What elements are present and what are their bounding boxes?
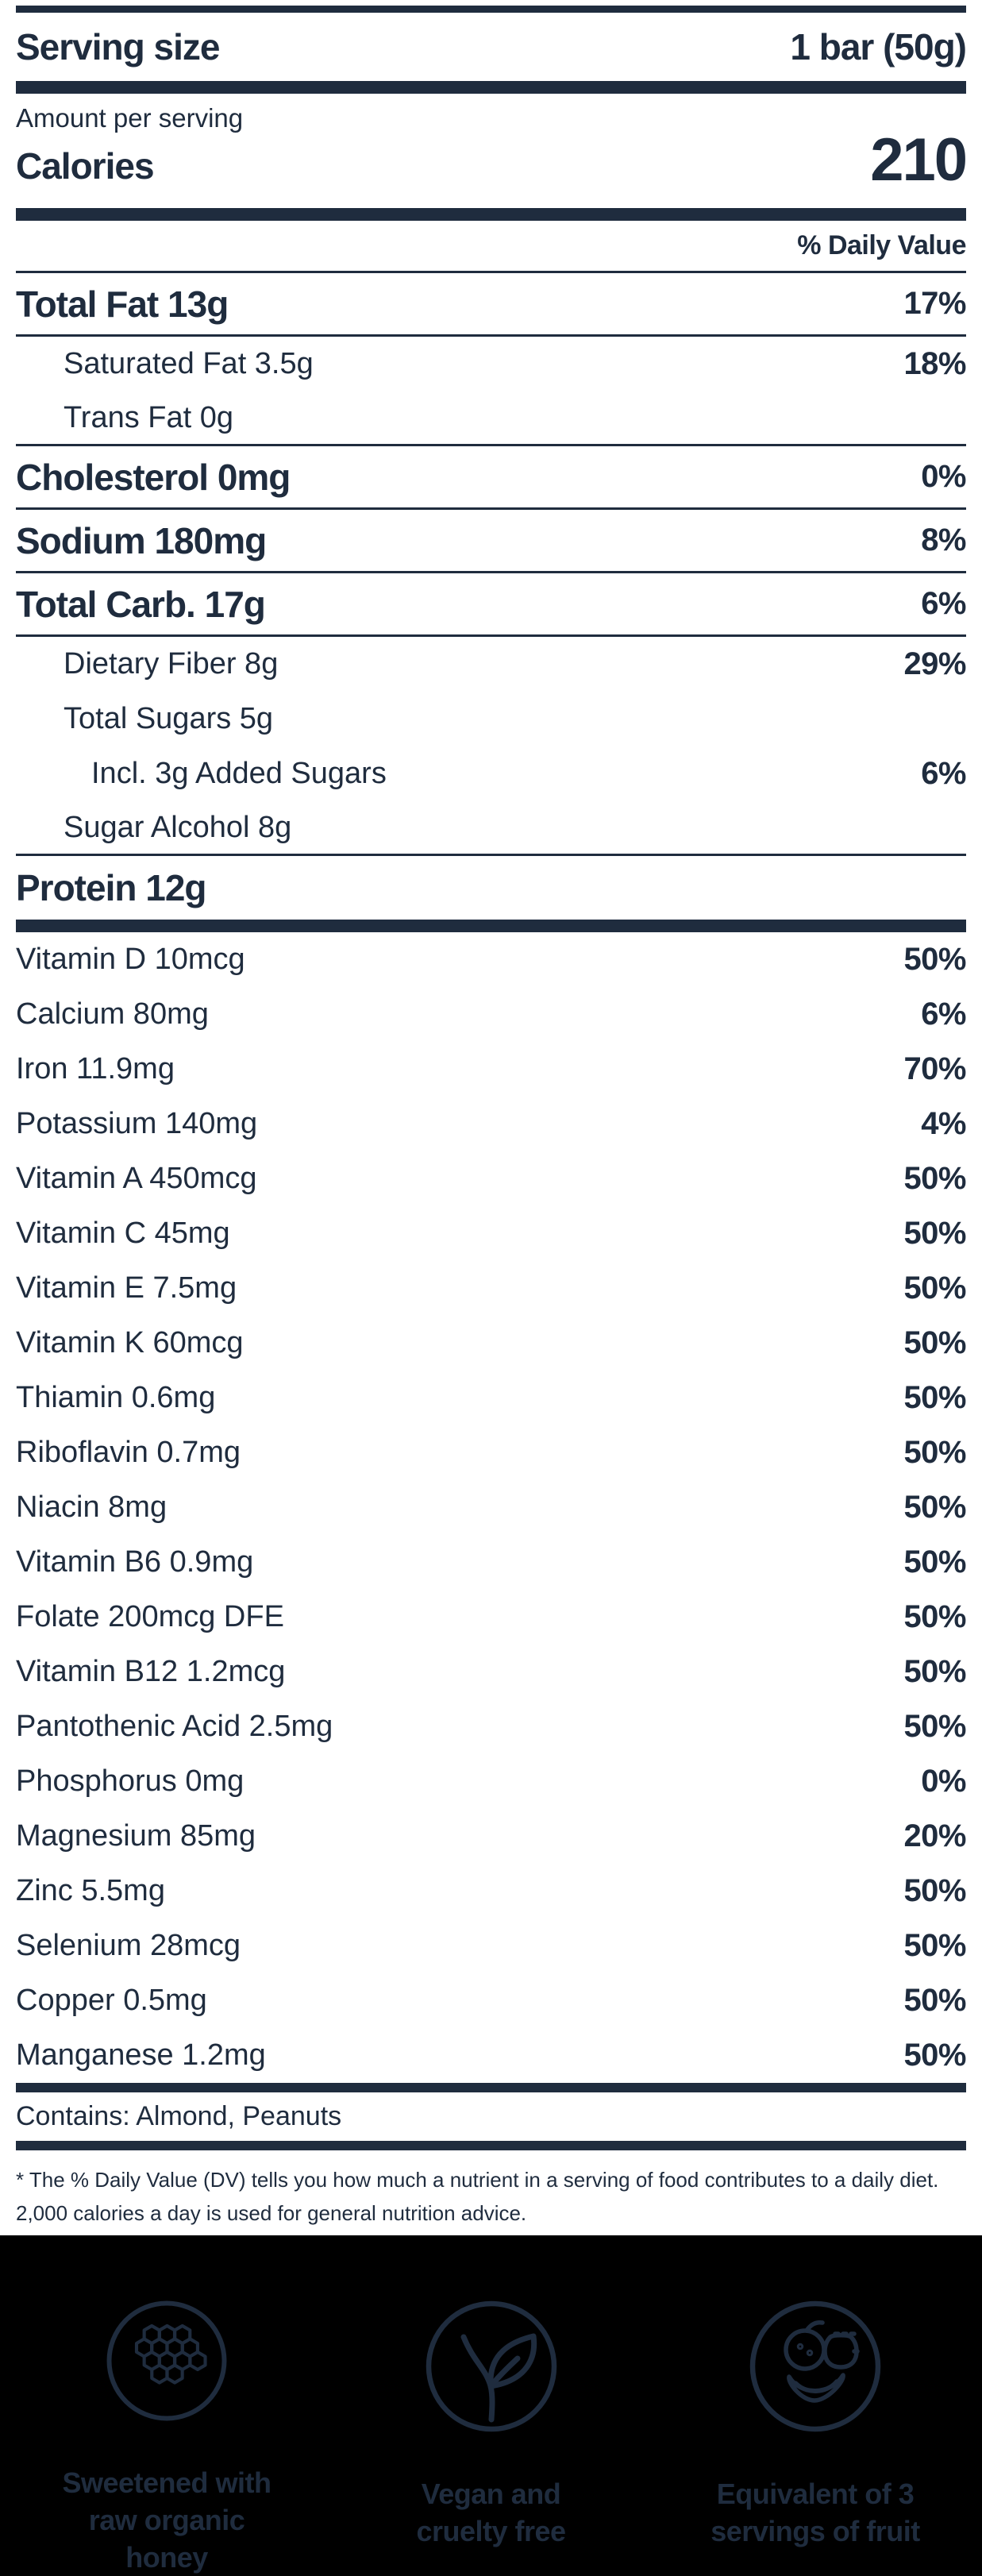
nutrient-row (16, 337, 966, 391)
nutrient-daily-value: 50% (903, 1709, 966, 1744)
allergen-statement: Contains: Almond, Peanuts (16, 2101, 342, 2131)
nutrient-daily-value: 17% (903, 286, 966, 321)
badge-caption-line2: cruelty free (416, 2515, 566, 2547)
nutrient-daily-value: 50% (903, 1216, 966, 1251)
nutrient-name: Vitamin E 7.5mg (16, 1271, 237, 1305)
nutrient-name: Cholesterol 0mg (16, 456, 291, 498)
nutrient-row (16, 932, 966, 987)
nutrient-daily-value: 50% (903, 1654, 966, 1689)
badge-caption-line1: Equivalent of 3 (716, 2478, 915, 2510)
nutrient-row (16, 987, 966, 1042)
nutrient-name: Sodium 180mg (16, 519, 267, 561)
badge-footer (0, 2235, 982, 2576)
badge-caption-line1: Vegan and (421, 2478, 561, 2510)
amount-per-serving-label: Amount per serving (16, 103, 244, 133)
nutrient-row (16, 1535, 966, 1590)
nutrient-row (16, 856, 966, 920)
leaf-icon (424, 2299, 559, 2434)
nutrient-daily-value: 18% (903, 346, 966, 381)
nutrient-row (16, 273, 966, 337)
nutrient-daily-value: 50% (903, 1873, 966, 1908)
nutrient-row (16, 1699, 966, 1754)
nutrient-daily-value: 6% (921, 586, 966, 621)
nutrient-row (16, 1042, 966, 1097)
nutrient-daily-value: 50% (903, 942, 966, 977)
nutrient-daily-value: 0% (921, 1764, 966, 1799)
nutrient-name: Zinc 5.5mg (16, 1874, 165, 1907)
nutrient-daily-value: 50% (903, 1599, 966, 1634)
serving-size-label: Serving size (16, 26, 220, 67)
section-divider (16, 2141, 966, 2150)
nutrient-name: Riboflavin 0.7mg (16, 1436, 241, 1469)
badge-fruit (696, 2299, 934, 2576)
nutrient-row (16, 1097, 966, 1151)
nutrient-daily-value: 50% (903, 1271, 966, 1305)
nutrient-name: Potassium 140mg (16, 1107, 258, 1140)
badge-caption-line1: Sweetened with (62, 2466, 271, 2499)
nutrient-name: Total Sugars 5g (64, 702, 274, 735)
nutrient-row (16, 1919, 966, 1973)
nutrient-name: Total Fat 13g (16, 283, 229, 325)
nutrient-row (16, 1206, 966, 1261)
nutrient-row (16, 1480, 966, 1535)
section-divider (16, 920, 966, 932)
fruit-icon (748, 2299, 883, 2434)
nutrient-row (16, 1316, 966, 1371)
nutrient-row (16, 692, 966, 746)
calories-left (16, 103, 243, 187)
nutrient-daily-value: 50% (903, 1544, 966, 1579)
serving-size-row (16, 13, 966, 81)
nutrient-name: Iron 11.9mg (16, 1052, 175, 1086)
nutrient-name: Vitamin B12 1.2mcg (16, 1655, 286, 1688)
nutrient-row (16, 1973, 966, 2028)
nutrient-name: Copper 0.5mg (16, 1984, 207, 2017)
nutrient-name: Pantothenic Acid 2.5mg (16, 1710, 333, 1743)
nutrient-rows (16, 273, 966, 2083)
nutrient-row (16, 1425, 966, 1480)
nutrient-name: Thiamin 0.6mg (16, 1381, 216, 1414)
calories-label: Calories (16, 145, 154, 187)
nutrient-name: Magnesium 85mg (16, 1819, 256, 1853)
calories-row (16, 94, 966, 208)
nutrient-daily-value: 50% (903, 1983, 966, 2018)
nutrient-name: Incl. 3g Added Sugars (91, 757, 387, 790)
nutrient-daily-value: 29% (903, 646, 966, 681)
badge-caption (416, 2475, 565, 2550)
badge-caption-line2: servings of fruit (711, 2515, 920, 2547)
nutrient-row (16, 1371, 966, 1425)
nutrient-daily-value: 50% (903, 1161, 966, 1196)
nutrient-row (16, 1864, 966, 1919)
nutrient-daily-value: 20% (903, 1818, 966, 1853)
nutrient-name: Vitamin A 450mcg (16, 1162, 257, 1195)
nutrient-name: Vitamin D 10mcg (16, 943, 245, 976)
honeycomb-icon (99, 2299, 234, 2423)
nutrient-daily-value: 4% (921, 1106, 966, 1141)
nutrient-row (16, 1590, 966, 1645)
nutrient-daily-value: 50% (903, 1380, 966, 1415)
calories-value: 210 (870, 125, 966, 194)
nutrient-daily-value: 6% (921, 997, 966, 1032)
nutrient-daily-value: 8% (921, 523, 966, 557)
nutrient-name: Saturated Fat 3.5g (64, 347, 314, 380)
nutrient-daily-value: 50% (903, 1928, 966, 1963)
nutrient-daily-value: 50% (903, 2038, 966, 2073)
daily-value-header (16, 221, 966, 273)
daily-value-header-label: % Daily Value (797, 230, 966, 260)
nutrient-name: Trans Fat 0g (64, 400, 234, 434)
nutrient-daily-value: 0% (921, 459, 966, 494)
badge-honey (48, 2299, 286, 2576)
nutrient-row (16, 1151, 966, 1206)
nutrient-name: Vitamin C 45mg (16, 1217, 230, 1250)
nutrient-row (16, 1261, 966, 1316)
nutrient-name: Manganese 1.2mg (16, 2038, 266, 2072)
nutrient-daily-value: 6% (921, 756, 966, 791)
nutrient-row (16, 637, 966, 692)
section-divider (16, 2083, 966, 2092)
nutrient-row (16, 1645, 966, 1699)
nutrient-daily-value: 50% (903, 1325, 966, 1360)
nutrient-row (16, 573, 966, 637)
badge-caption (711, 2475, 920, 2550)
nutrient-row (16, 391, 966, 446)
section-divider (16, 81, 966, 94)
nutrient-row (16, 2028, 966, 2083)
nutrient-row (16, 1809, 966, 1864)
nutrient-name: Total Carb. 17g (16, 583, 265, 625)
badge-caption (48, 2464, 286, 2576)
nutrient-daily-value: 70% (903, 1051, 966, 1086)
nutrient-row (16, 801, 966, 856)
nutrient-name: Phosphorus 0mg (16, 1764, 245, 1798)
nutrient-name: Niacin 8mg (16, 1490, 168, 1524)
nutrient-name: Vitamin B6 0.9mg (16, 1545, 254, 1579)
badge-caption-line2: raw organic honey (88, 2504, 245, 2574)
top-rule (16, 6, 966, 13)
nutrient-name: Vitamin K 60mcg (16, 1326, 244, 1359)
badge-vegan (372, 2299, 610, 2576)
nutrient-row (16, 510, 966, 573)
nutrient-row (16, 446, 966, 510)
nutrient-row (16, 1754, 966, 1809)
nutrient-daily-value: 50% (903, 1490, 966, 1525)
serving-size-value: 1 bar (50g) (790, 26, 966, 67)
nutrient-daily-value: 50% (903, 1435, 966, 1470)
nutrient-name: Sugar Alcohol 8g (64, 810, 292, 844)
nutrient-name: Dietary Fiber 8g (64, 647, 279, 681)
nutrient-name: Folate 200mcg DFE (16, 1600, 284, 1633)
nutrient-name: Calcium 80mg (16, 997, 209, 1031)
section-divider (16, 208, 966, 221)
daily-value-footnote: * The % Daily Value (DV) tells you how much a nutrient in a serving of food contributes to a daily diet. 2,000 calories a day is used for general nutrition advice. (16, 2168, 939, 2225)
nutrient-row (16, 746, 966, 801)
nutrient-name: Selenium 28mcg (16, 1929, 241, 1962)
nutrient-name: Protein 12g (16, 867, 206, 908)
